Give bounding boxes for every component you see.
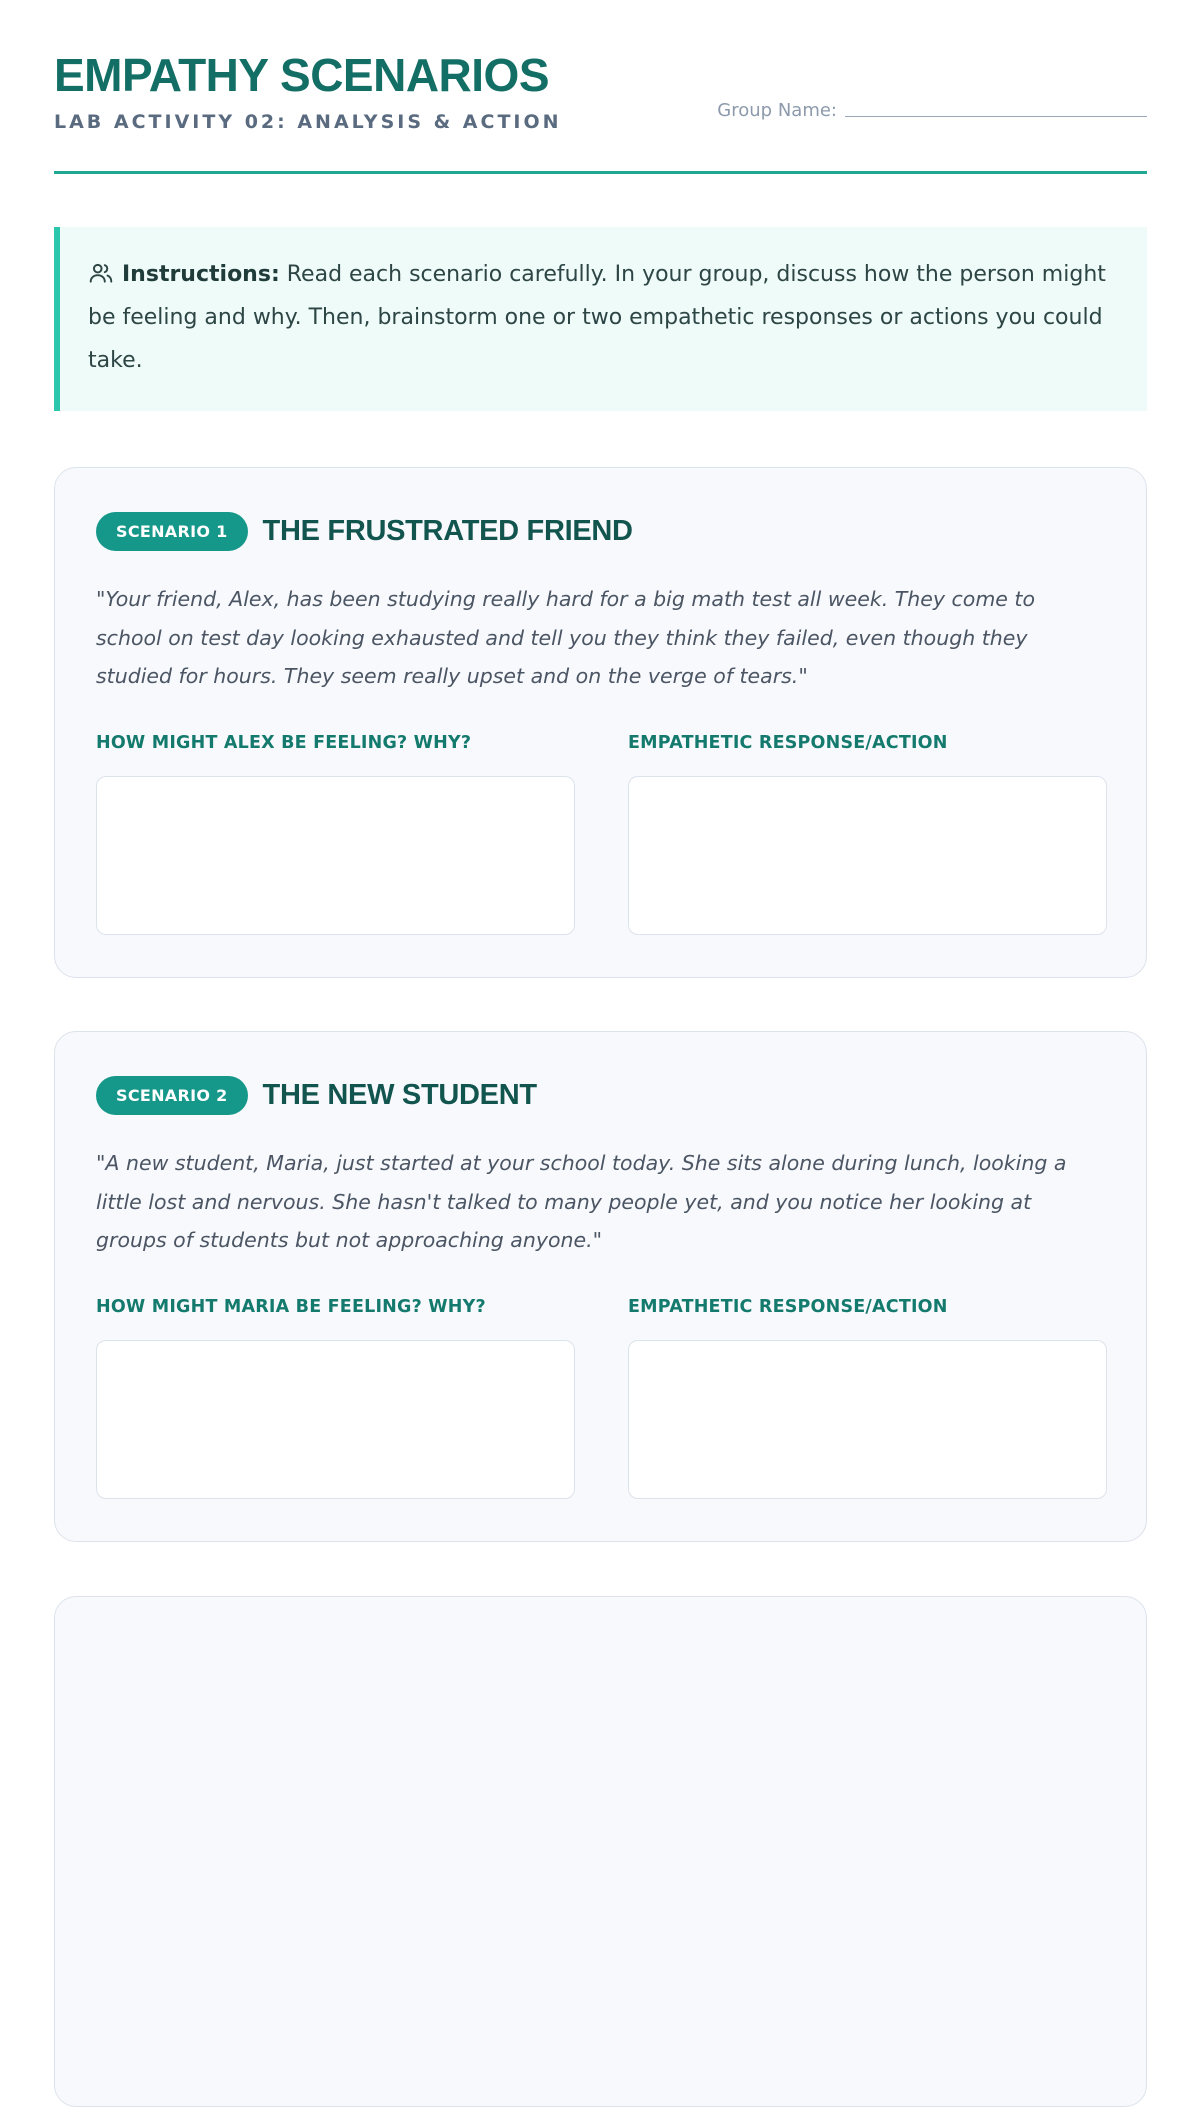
worksheet-page (54, 0, 1147, 1317)
response-label: EMPATHETIC RESPONSE/ACTION (628, 1297, 948, 1317)
scenario-title: THE FRUSTRATED FRIEND (262, 515, 633, 547)
scenario-title: THE NEW STUDENT (262, 1079, 537, 1111)
scenario-text: "Your friend, Alex, has been studying really hard for a big math test all week. They come to school on test day looking exhausted and tell you they think they failed, even though they studied for hours. They seem really upset and on the verge of tears." (96, 587, 1036, 688)
feeling-answer-box[interactable] (96, 776, 575, 935)
users-icon (88, 258, 114, 284)
scenario-header (96, 1076, 537, 1115)
scenario-card-2 (54, 1031, 1147, 1542)
scenario-badge: SCENARIO 1 (96, 512, 248, 551)
response-label: EMPATHETIC RESPONSE/ACTION (628, 733, 948, 753)
scenario-card-1 (54, 467, 1147, 978)
scenario-badge: SCENARIO 2 (96, 1076, 248, 1115)
page-title: EMPATHY SCENARIOS (54, 49, 550, 101)
feeling-answer-box[interactable] (96, 1340, 575, 1499)
group-name-label: Group Name: (717, 100, 837, 121)
header (54, 0, 1147, 174)
instructions-box (54, 227, 1147, 411)
group-name-line[interactable] (845, 115, 1147, 117)
scenario-text: "A new student, Maria, just started at your school today. She sits alone during lunch, looking a little lost and nervous. She hasn't talked to many people yet, and you notice her looking at groups of students but not approaching anyone." (96, 1151, 1067, 1252)
group-name-field[interactable] (717, 100, 1147, 121)
page-subtitle: LAB ACTIVITY 02: ANALYSIS & ACTION (54, 111, 562, 133)
response-answer-box[interactable] (628, 776, 1107, 935)
response-answer-box[interactable] (628, 1340, 1107, 1499)
instructions-lead: Instructions: (122, 262, 280, 287)
scenario-card-3 (54, 1596, 1147, 2107)
instructions-text: Read each scenario carefully. In your group, discuss how the person might be feeling and why. Then, brainstorm one or two empathetic responses or actions you could take. (88, 262, 1106, 373)
feeling-label: HOW MIGHT ALEX BE FEELING? WHY? (96, 733, 472, 753)
feeling-label: HOW MIGHT MARIA BE FEELING? WHY? (96, 1297, 486, 1317)
scenario-header (96, 512, 633, 551)
